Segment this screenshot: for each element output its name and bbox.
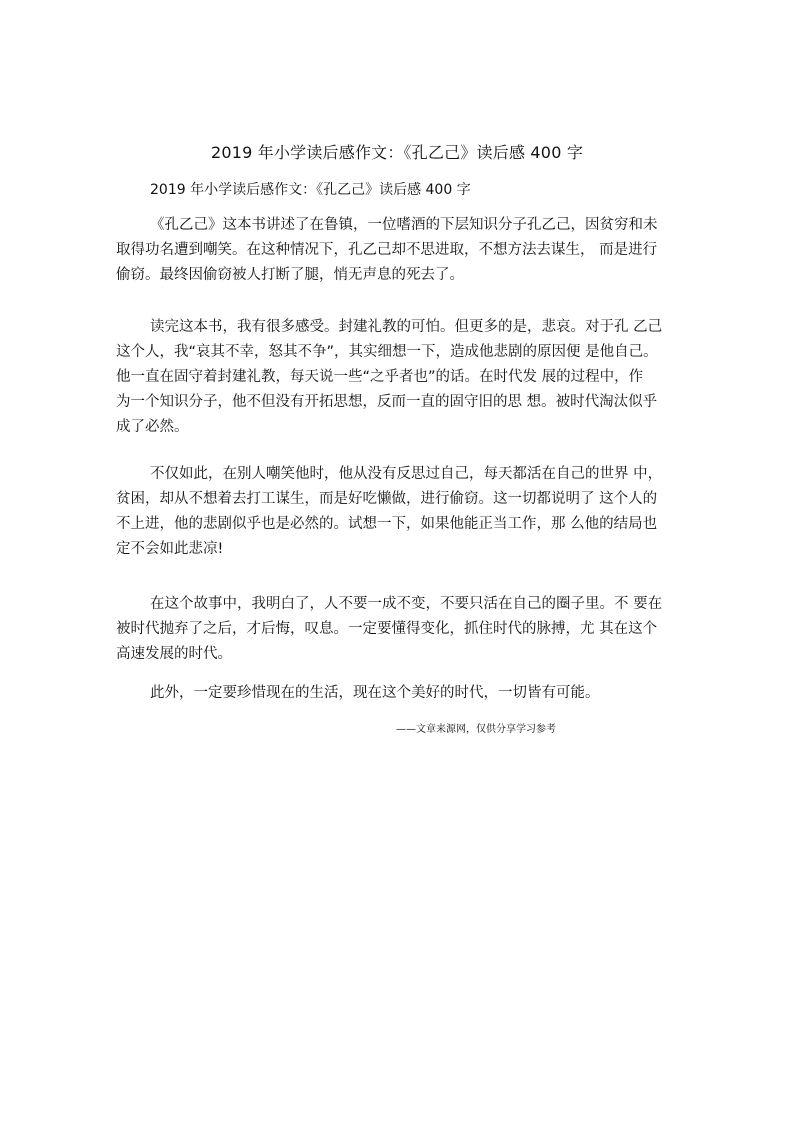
paragraph-line: 偷窃。最终因偷窃被人打断了腿，悄无声息的死去了。 xyxy=(116,267,464,283)
document-title: 2019 年小学读后感作文：《孔乙己》读后感 400 字 xyxy=(210,143,584,162)
paragraph-5 xyxy=(116,684,676,709)
paragraph-line: 此外，一定要珍惜现在的生活，现在这个美好的时代，一切皆有可能。 xyxy=(150,685,600,701)
paragraph-line: 为一个知识分子，他不但没有开拓思想，反而一直的固守旧的思 想。被时代淘汰似乎 xyxy=(116,394,658,410)
paragraph-line: 贫困，却从不想着去打工谋生，而是好吃懒做，进行偷窃。这一切都说明了 这个人的 xyxy=(116,491,658,507)
paragraph-line: 成了必然。 xyxy=(116,419,189,435)
paragraph-line: 高速发展的时代。 xyxy=(116,646,232,662)
paragraph-line: 读完这本书，我有很多感受。封建礼教的可怕。但更多的是，悲哀。对于孔 乙己 xyxy=(150,319,663,335)
paragraph-line: 不上进，他的悲剧似乎也是必然的。试想一下，如果他能正当工作，那 么他的结局也 xyxy=(116,516,658,532)
paragraph-4 xyxy=(116,595,676,670)
source-note: ——文章来源网，仅供分享学习参考 xyxy=(396,724,556,735)
paragraph-line: 被时代抛弃了之后，才后悔，叹息。一定要懂得变化，抓住时代的脉搏，尤 其在这个 xyxy=(116,621,658,637)
paragraph-line: 他一直在固守着封建礼教，每天说一些“之乎者也”的话。在时代发 展的过程中，作 xyxy=(116,369,644,385)
document-subtitle: 2019 年小学读后感作文：《孔乙己》读后感 400 字 xyxy=(150,182,471,198)
paragraph-1 xyxy=(116,216,676,291)
paragraph-3 xyxy=(116,465,676,565)
paragraph-line: 这个人，我“哀其不幸，怒其不争”，其实细想一下，造成他悲剧的原因便 是他自己。 xyxy=(116,344,658,360)
paragraph-line: 《孔乙己》这本书讲述了在鲁镇，一位嗜酒的下层知识分子孔乙己，因贫穷和未 xyxy=(150,217,658,233)
paragraph-line: 不仅如此，在别人嘲笑他时，他从没有反思过自己，每天都活在自己的世界 中， xyxy=(150,466,663,482)
paragraph-line: 取得功名遭到嘲笑。在这种情况下，孔乙己却不思进取，不想方法去谋生， 而是进行 xyxy=(116,242,658,258)
paragraph-2 xyxy=(116,318,676,443)
paragraph-line: 在这个故事中，我明白了，人不要一成不变，不要只活在自己的圈子里。不 要在 xyxy=(150,596,663,612)
paragraph-line: 定不会如此悲凉! xyxy=(116,541,224,557)
